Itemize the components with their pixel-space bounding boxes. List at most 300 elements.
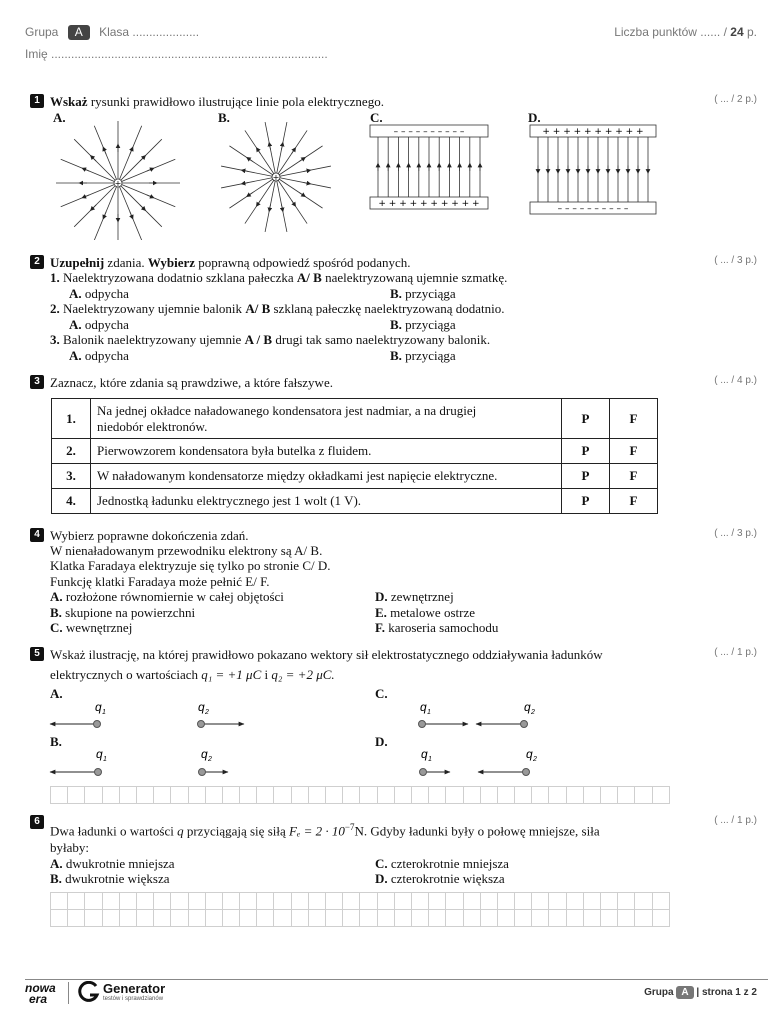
charge-a-sign: + — [114, 179, 122, 188]
q2-item-1-b: naelektryzowaną ujemnie szmatkę. — [321, 270, 508, 285]
q2-item-1 — [50, 270, 507, 285]
q4-option-d-text: zewnętrznej — [387, 589, 454, 604]
q4-option-c-text: wewnętrznej — [62, 620, 133, 635]
q2-item-3-option-b-letter: B. — [390, 348, 402, 363]
field-arrow — [147, 195, 153, 197]
true-option[interactable]: P — [562, 464, 610, 489]
plate-c-bottom-signs: + + + + + + + + + + — [378, 199, 480, 209]
field-arrow — [84, 195, 90, 197]
grid-cell[interactable] — [274, 787, 291, 804]
grid-cell[interactable] — [343, 787, 360, 804]
field-arrow — [130, 212, 132, 218]
class-label: Klasa .................... — [99, 25, 200, 39]
grid-cell[interactable] — [119, 893, 136, 910]
q2-item-2-num: 2. — [50, 301, 60, 316]
q6-prompt-line1 — [50, 820, 600, 838]
q6-option-a[interactable] — [50, 856, 175, 871]
q2-item-1-option-a[interactable] — [69, 286, 129, 301]
generator-title: Generator — [103, 981, 166, 996]
grid-cell[interactable] — [205, 910, 222, 927]
q6-text-b: przyciągają się siłą — [183, 823, 289, 839]
q4-option-e[interactable] — [375, 605, 475, 620]
grid-cell[interactable] — [85, 787, 102, 804]
q2-item-1-option-b[interactable] — [390, 286, 456, 301]
grid-cell[interactable] — [188, 787, 205, 804]
grid-cell[interactable] — [411, 910, 428, 927]
grid-cell[interactable] — [377, 787, 394, 804]
grid-cell[interactable] — [429, 787, 446, 804]
field-arrow — [292, 200, 295, 205]
q6-answer-grid[interactable] — [50, 892, 670, 927]
grid-cell[interactable] — [119, 910, 136, 927]
grid-cell[interactable] — [51, 787, 68, 804]
grid-cell[interactable] — [411, 893, 428, 910]
grid-cell[interactable] — [411, 787, 428, 804]
q5-b-q2-label: q — [201, 747, 208, 761]
grid-cell[interactable] — [652, 910, 669, 927]
q5-d-charge-2 — [523, 769, 530, 776]
grid-cell[interactable] — [291, 787, 308, 804]
q5-d-q1-label: q — [421, 747, 428, 761]
q4-option-a-letter: A. — [50, 589, 63, 604]
q2-item-2-b: szklaną pałeczkę naelektryzowaną dodatnio. — [270, 301, 505, 316]
q4-option-a[interactable] — [50, 589, 284, 604]
grid-cell[interactable] — [85, 893, 102, 910]
q6-option-b[interactable] — [50, 871, 170, 886]
plate-d-bottom-signs: – – – – – – – – – – — [557, 204, 629, 214]
grid-cell[interactable] — [360, 893, 377, 910]
grid-cell[interactable] — [532, 893, 549, 910]
q6-option-a-text: dwukrotnie mniejsza — [62, 856, 175, 871]
grid-cell[interactable] — [291, 893, 308, 910]
q6-prompt-line2: byłaby: — [50, 840, 89, 855]
true-option[interactable]: P — [562, 399, 610, 439]
row-statement: W naładowanym kondensatorze między okładkami jest napięcie elektryczne. — [91, 464, 562, 489]
grid-cell[interactable] — [85, 910, 102, 927]
q6-option-b-letter: B. — [50, 871, 62, 886]
grid-cell[interactable] — [549, 787, 566, 804]
grid-cell[interactable] — [240, 910, 257, 927]
q5-answer-grid[interactable] — [50, 786, 670, 804]
grid-cell[interactable] — [68, 910, 85, 927]
question-number-6: 6 — [30, 815, 44, 829]
q5-a-q2-label: q — [198, 700, 205, 714]
grid-cell[interactable] — [429, 910, 446, 927]
q6-option-d-text: czterokrotnie większa — [387, 871, 505, 886]
grid-cell[interactable] — [635, 787, 652, 804]
grid-cell[interactable] — [497, 787, 514, 804]
q2-item-1-num: 1. — [50, 270, 60, 285]
q1-points: ( ... / 2 p.) — [714, 94, 757, 105]
q2-item-2-option-b[interactable] — [390, 317, 456, 332]
q5-c-q1-label: q — [420, 700, 427, 714]
q5-q1-expr: q₁ = +1 μC — [201, 667, 262, 682]
field-arrow — [303, 182, 308, 183]
q2-item-2-option-b-text: przyciąga — [401, 317, 456, 332]
field-arrow — [104, 212, 106, 218]
q5-prompt-line2 — [50, 667, 335, 682]
q2-item-1-a: Naelektryzowana dodatnio szklana pałeczka — [59, 270, 297, 285]
q5-b-q1-sub: 1 — [103, 756, 107, 763]
points-suffix: p. — [746, 25, 757, 39]
grid-cell[interactable] — [102, 787, 119, 804]
grid-cell[interactable] — [480, 893, 497, 910]
q5-a-q2-sub: 2 — [205, 709, 209, 716]
question-number-3: 3 — [30, 375, 44, 389]
grid-cell[interactable] — [171, 910, 188, 927]
grid-cell[interactable] — [222, 787, 239, 804]
grid-cell[interactable] — [601, 893, 618, 910]
grid-cell[interactable] — [326, 787, 343, 804]
field-arrow — [140, 205, 144, 209]
grid-cell[interactable] — [618, 893, 635, 910]
grid-cell[interactable] — [652, 787, 669, 804]
question-number-4: 4 — [30, 528, 44, 542]
q1-label-d: D. — [528, 110, 541, 125]
logo-nowa: nowa — [25, 981, 56, 995]
q5-c-charge-1 — [419, 721, 426, 728]
q5-label-b: B. — [50, 734, 62, 749]
grid-cell[interactable] — [171, 787, 188, 804]
grid-cell[interactable] — [515, 910, 532, 927]
q4-option-a-text: rozłożone równomiernie w całej objętości — [62, 589, 284, 604]
q2-item-3-option-a-letter: A. — [69, 348, 82, 363]
q5-c-charge-2 — [521, 721, 528, 728]
q2-item-3 — [50, 332, 490, 347]
q4-option-f-letter: F. — [375, 620, 385, 635]
field-arrow — [248, 193, 253, 196]
group-label: Grupa — [25, 25, 59, 39]
q2-item-3-option-b[interactable] — [390, 348, 456, 363]
q2-mid: zdania. — [104, 255, 148, 270]
field-arrow — [257, 200, 260, 205]
field-arrow — [92, 205, 96, 209]
q5-line2-text: elektrycznych o wartościach — [50, 667, 202, 682]
q2-item-1-option-a-letter: A. — [69, 286, 82, 301]
q1-label-c: C. — [370, 110, 383, 125]
grid-cell[interactable] — [566, 893, 583, 910]
grid-cell[interactable] — [171, 893, 188, 910]
false-option[interactable]: F — [610, 489, 658, 514]
q1-bold: Wskaż — [50, 94, 88, 109]
grid-cell[interactable] — [463, 910, 480, 927]
grid-cell[interactable] — [68, 787, 85, 804]
grid-cell[interactable] — [205, 893, 222, 910]
q4-option-b[interactable] — [50, 605, 195, 620]
points-label: Liczba punktów ...... / — [614, 25, 727, 39]
q5-b-charge-2 — [199, 769, 206, 776]
field-arrow — [269, 144, 270, 149]
q6-option-d[interactable] — [375, 871, 505, 886]
q4-sentence-3: Funkcję klatki Faradaya może pełnić E/ F. — [50, 574, 270, 589]
q2-bold2: Wybierz — [147, 255, 196, 270]
question-number-5: 5 — [30, 647, 44, 661]
q5-b-charge-1 — [95, 769, 102, 776]
q2-item-2-option-a-letter: A. — [69, 317, 82, 332]
grid-cell[interactable] — [446, 787, 463, 804]
field-arrow — [243, 182, 248, 183]
grid-cell[interactable] — [566, 787, 583, 804]
field-arrow — [130, 149, 132, 155]
q4-sentence-2: Klatka Faradaya elektryzuje się tylko po stronie C/ D. — [50, 558, 331, 573]
q6-q: q — [177, 823, 184, 839]
q5-q2-expr: q₂ = +2 μC. — [271, 667, 335, 682]
field-arrow — [84, 169, 90, 171]
field-lines-c — [378, 137, 480, 197]
question-number-1: 1 — [30, 94, 44, 108]
q2-item-2-ab: A/ B — [245, 301, 271, 316]
grid-cell[interactable] — [102, 910, 119, 927]
footer-page-number: | strona 1 z 2 — [696, 987, 757, 998]
grid-cell[interactable] — [429, 893, 446, 910]
grid-cell[interactable] — [549, 910, 566, 927]
q4-points: ( ... / 3 p.) — [714, 528, 757, 539]
grid-cell[interactable] — [601, 910, 618, 927]
q2-item-1-option-a-text: odpycha — [81, 286, 129, 301]
grid-cell[interactable] — [136, 787, 153, 804]
q6-exponent: −7 — [344, 822, 355, 832]
grid-cell[interactable] — [515, 893, 532, 910]
grid-cell[interactable] — [497, 910, 514, 927]
q6-text-c: N. Gdyby ładunki były o połowę mniejsze, siła — [354, 823, 600, 839]
q6-force: Fₑ = 2 · 10 — [289, 823, 345, 839]
grid-cell[interactable] — [583, 787, 600, 804]
grid-cell[interactable] — [154, 893, 171, 910]
q3-points: ( ... / 4 p.) — [714, 375, 757, 386]
q2-prompt — [50, 255, 411, 270]
q5-a-q1-sub: 1 — [102, 709, 106, 716]
name-line: Imię ................................................................................... — [25, 47, 328, 61]
q6-option-c-text: czterokrotnie mniejsza — [387, 856, 509, 871]
grid-cell[interactable] — [601, 787, 618, 804]
field-arrow — [281, 204, 282, 209]
q2-bold1: Uzupełnij — [50, 255, 105, 270]
field-arrow — [147, 169, 153, 171]
grid-cell[interactable] — [308, 787, 325, 804]
true-option[interactable]: P — [562, 489, 610, 514]
grid-cell[interactable] — [497, 893, 514, 910]
q5-c-q2-label: q — [524, 700, 531, 714]
grid-cell[interactable] — [446, 893, 463, 910]
q5-vector-diagrams — [0, 690, 768, 785]
true-false-table — [51, 398, 658, 514]
grid-cell[interactable] — [240, 787, 257, 804]
question-number-2: 2 — [30, 255, 44, 269]
q2-item-2-a: Naelektryzowany ujemnie balonik — [59, 301, 246, 316]
grid-cell[interactable] — [257, 893, 274, 910]
grid-cell[interactable] — [583, 893, 600, 910]
grid-cell[interactable] — [308, 893, 325, 910]
footer-divider — [25, 979, 768, 980]
field-lines-d — [538, 137, 648, 202]
q5-points: ( ... / 1 p.) — [714, 647, 757, 658]
q4-option-e-letter: E. — [375, 605, 387, 620]
q5-c-q1-sub: 1 — [427, 709, 431, 716]
grid-cell[interactable] — [463, 893, 480, 910]
grid-cell[interactable] — [136, 910, 153, 927]
grid-cell[interactable] — [583, 910, 600, 927]
grid-cell[interactable] — [360, 787, 377, 804]
field-arrow — [104, 149, 106, 155]
q4-prompt: Wybierz poprawne dokończenia zdań. — [50, 528, 249, 543]
row-statement — [91, 399, 562, 439]
grid-cell[interactable] — [326, 910, 343, 927]
grid-cell[interactable] — [188, 893, 205, 910]
q4-option-e-text: metalowe ostrze — [386, 605, 475, 620]
grid-cell[interactable] — [343, 910, 360, 927]
row-statement: Pierwowzorem kondensatora była butelka z fluidem. — [91, 439, 562, 464]
field-arrow — [257, 149, 260, 154]
grid-cell[interactable] — [291, 910, 308, 927]
q4-option-d-letter: D. — [375, 589, 388, 604]
false-option[interactable]: F — [610, 399, 658, 439]
grid-cell[interactable] — [480, 910, 497, 927]
grid-cell[interactable] — [377, 893, 394, 910]
footer-group-badge: A — [676, 986, 693, 999]
grid-cell[interactable] — [102, 893, 119, 910]
footer-logo-separator — [68, 982, 69, 1004]
generator-subtitle: testów i sprawdzianów — [103, 996, 164, 1002]
q2-item-3-option-b-text: przyciąga — [401, 348, 456, 363]
q4-option-b-letter: B. — [50, 605, 62, 620]
grid-cell[interactable] — [257, 910, 274, 927]
grid-cell[interactable] — [188, 910, 205, 927]
q6-option-c[interactable] — [375, 856, 509, 871]
q5-d-q2-label: q — [526, 747, 533, 761]
grid-cell[interactable] — [222, 893, 239, 910]
q4-option-b-text: skupione na powierzchni — [61, 605, 196, 620]
q5-label-c: C. — [375, 686, 388, 701]
q2-item-2-option-a[interactable] — [69, 317, 129, 332]
grid-cell[interactable] — [326, 893, 343, 910]
field-arrow — [299, 158, 304, 161]
grid-cell[interactable] — [394, 787, 411, 804]
grid-cell[interactable] — [274, 910, 291, 927]
q2-item-2 — [50, 301, 504, 316]
q4-sentence-1: W nienaładowanym przewodniku elektrony są A/ B. — [50, 543, 323, 558]
grid-cell[interactable] — [240, 893, 257, 910]
false-option[interactable]: F — [610, 439, 658, 464]
q2-item-3-ab: A / B — [244, 332, 273, 347]
q5-a-q1-label: q — [95, 700, 102, 714]
row-statement-line1: Na jednej okładce naładowanego kondensatora jest nadmiar, a na drugiej — [97, 402, 477, 418]
logo-era: era — [29, 992, 48, 1006]
row-number: 3. — [52, 464, 91, 489]
grid-cell[interactable] — [205, 787, 222, 804]
q4-option-f[interactable] — [375, 620, 498, 635]
grid-cell[interactable] — [532, 787, 549, 804]
points-total-value: 24 — [730, 25, 744, 39]
false-option[interactable]: F — [610, 464, 658, 489]
grid-cell[interactable] — [377, 910, 394, 927]
grid-cell[interactable] — [222, 910, 239, 927]
q5-d-q2-sub: 2 — [533, 756, 537, 763]
q5-b-q2-sub: 2 — [208, 756, 212, 763]
grid-cell[interactable] — [154, 910, 171, 927]
grid-cell[interactable] — [532, 910, 549, 927]
grid-cell[interactable] — [51, 910, 68, 927]
q6-option-b-text: dwukrotnie większa — [61, 871, 170, 886]
q4-option-f-text: karoseria samochodu — [385, 620, 499, 635]
grid-cell[interactable] — [394, 910, 411, 927]
q5-c-q2-sub: 2 — [531, 709, 535, 716]
footer-group-label: Grupa — [644, 987, 674, 998]
q2-item-3-option-a[interactable] — [69, 348, 129, 363]
q5-a-charge-1 — [94, 721, 101, 728]
field-arrow — [299, 193, 304, 196]
row-statement-line2: niedobór elektronów. — [97, 418, 208, 434]
grid-cell[interactable] — [652, 893, 669, 910]
grid-cell[interactable] — [257, 787, 274, 804]
row-number: 2. — [52, 439, 91, 464]
grid-cell[interactable] — [343, 893, 360, 910]
grid-cell[interactable] — [635, 893, 652, 910]
q1-label-b: B. — [218, 110, 230, 125]
grid-cell[interactable] — [463, 787, 480, 804]
field-arrow — [269, 204, 270, 209]
grid-cell[interactable] — [360, 910, 377, 927]
grid-cell[interactable] — [618, 910, 635, 927]
grid-cell[interactable] — [51, 893, 68, 910]
grid-cell[interactable] — [68, 893, 85, 910]
grid-cell[interactable] — [635, 910, 652, 927]
grid-cell[interactable] — [394, 893, 411, 910]
q2-item-3-a: Balonik naelektryzowany ujemnie — [59, 332, 245, 347]
q2-item-1-ab: A/ B — [296, 270, 322, 285]
plate-c-top-signs: – – – – – – – – – – — [393, 127, 465, 137]
grid-cell[interactable] — [154, 787, 171, 804]
grid-cell[interactable] — [274, 893, 291, 910]
grid-cell[interactable] — [308, 910, 325, 927]
q1-label-a: A. — [53, 110, 66, 125]
q4-option-d[interactable] — [375, 589, 454, 604]
plate-d-top-signs: + + + + + + + + + + — [542, 127, 644, 137]
field-arrow — [281, 144, 282, 149]
table-row — [52, 489, 658, 514]
q5-b-q1-label: q — [96, 747, 103, 761]
grid-cell[interactable] — [119, 787, 136, 804]
grid-cell[interactable] — [618, 787, 635, 804]
q5-label-a: A. — [50, 686, 63, 701]
q6-option-a-letter: A. — [50, 856, 63, 871]
q5-prompt-line1: Wskaż ilustrację, na której prawidłowo pokazano wektory sił elektrostatycznego oddziaływania ładunków — [50, 647, 603, 662]
q6-text-a: Dwa ładunki o wartości — [50, 823, 178, 839]
grid-cell[interactable] — [515, 787, 532, 804]
field-arrow — [243, 170, 248, 171]
q6-option-d-letter: D. — [375, 871, 388, 886]
q1-field-diagrams — [0, 0, 768, 240]
field-arrow — [140, 157, 144, 161]
q5-label-d: D. — [375, 734, 388, 749]
q5-d-charge-1 — [420, 769, 427, 776]
q3-prompt: Zaznacz, które zdania są prawdziwe, a które fałszywe. — [50, 375, 333, 390]
table-row — [52, 464, 658, 489]
grid-cell[interactable] — [446, 910, 463, 927]
grid-cell[interactable] — [136, 893, 153, 910]
page-footer — [644, 986, 757, 999]
field-arrow — [92, 157, 96, 161]
table-row — [52, 439, 658, 464]
row-statement: Jednostką ładunku elektrycznego jest 1 wolt (1 V). — [91, 489, 562, 514]
q2-item-1-option-b-text: przyciąga — [401, 286, 456, 301]
q2-points: ( ... / 3 p.) — [714, 255, 757, 266]
grid-cell[interactable] — [566, 910, 583, 927]
true-option[interactable]: P — [562, 439, 610, 464]
grid-cell[interactable] — [480, 787, 497, 804]
grid-cell[interactable] — [549, 893, 566, 910]
q4-option-c[interactable] — [50, 620, 132, 635]
q2-item-3-option-a-text: odpycha — [81, 348, 129, 363]
